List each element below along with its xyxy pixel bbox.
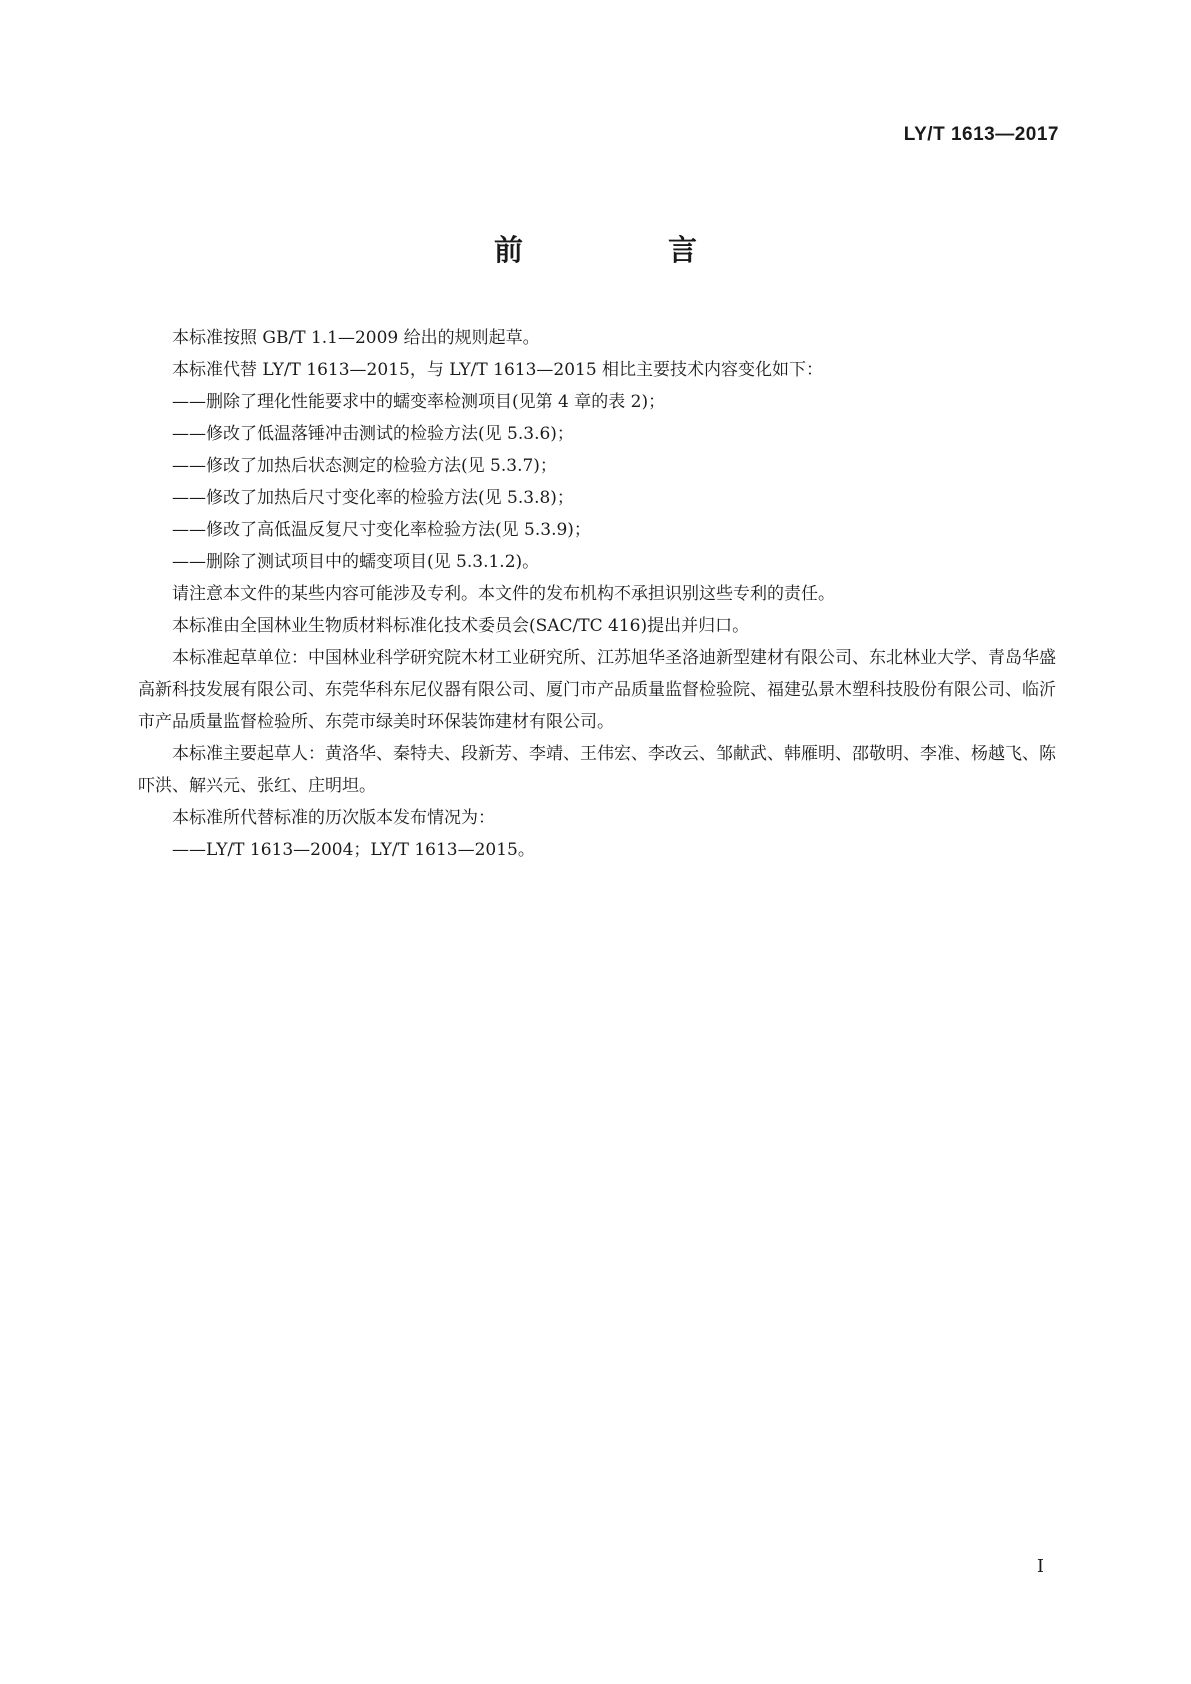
change-item: ——删除了测试项目中的蠕变项目(见 5.3.1.2)。 [172,552,540,572]
proposer-paragraph: 本标准由全国林业生物质材料标准化技术委员会(SAC/TC 416)提出并归口。 [172,616,750,636]
change-item: ——修改了高低温反复尺寸变化率检验方法(见 5.3.9)； [172,520,591,540]
page-title: 前 言 [493,233,755,267]
foreword-body [138,322,1056,866]
previous-edition-item: ——LY/T 1613—2004；LY/T 1613—2015。 [172,840,535,860]
change-item: ——修改了加热后尺寸变化率的检验方法(见 5.3.8)； [172,488,574,508]
drafters-paragraph: 本标准主要起草人：黄洛华、秦特夫、段新芳、李靖、王伟宏、李改云、邹献武、韩雁明、邵敬明、李准、杨越飞、陈吓洪、解兴元、张红、庄明坦。 [138,744,1056,796]
previous-editions-paragraph: 本标准所代替标准的历次版本发布情况为： [172,808,495,828]
standard-code: LY/T 1613—2017 [903,124,1059,145]
change-item: ——修改了加热后状态测定的检验方法(见 5.3.7)； [172,456,557,476]
change-item: ——删除了理化性能要求中的蠕变率检测项目(见第 4 章的表 2)； [172,392,666,412]
drafting-units-paragraph: 本标准起草单位：中国林业科学研究院木材工业研究所、江苏旭华圣洛迪新型建材有限公司、东北林业大学、青岛华盛高新科技发展有限公司、东莞华科东尼仪器有限公司、厦门市产品质量监督检验院、福建弘景木塑科技股份有限公司、临沂市产品质量监督检验所、东莞市绿美时环保装饰建材有限公司。 [138,648,1056,732]
drafting-rules-paragraph: 本标准按照 GB/T 1.1—2009 给出的规则起草。 [172,328,540,348]
patent-notice-paragraph: 请注意本文件的某些内容可能涉及专利。本文件的发布机构不承担识别这些专利的责任。 [172,584,835,604]
page-number: I [1036,1556,1044,1577]
replacement-paragraph: 本标准代替 LY/T 1613—2015，与 LY/T 1613—2015 相比主要技术内容变化如下： [172,360,824,380]
change-item: ——修改了低温落锤冲击测试的检验方法(见 5.3.6)； [172,424,574,444]
